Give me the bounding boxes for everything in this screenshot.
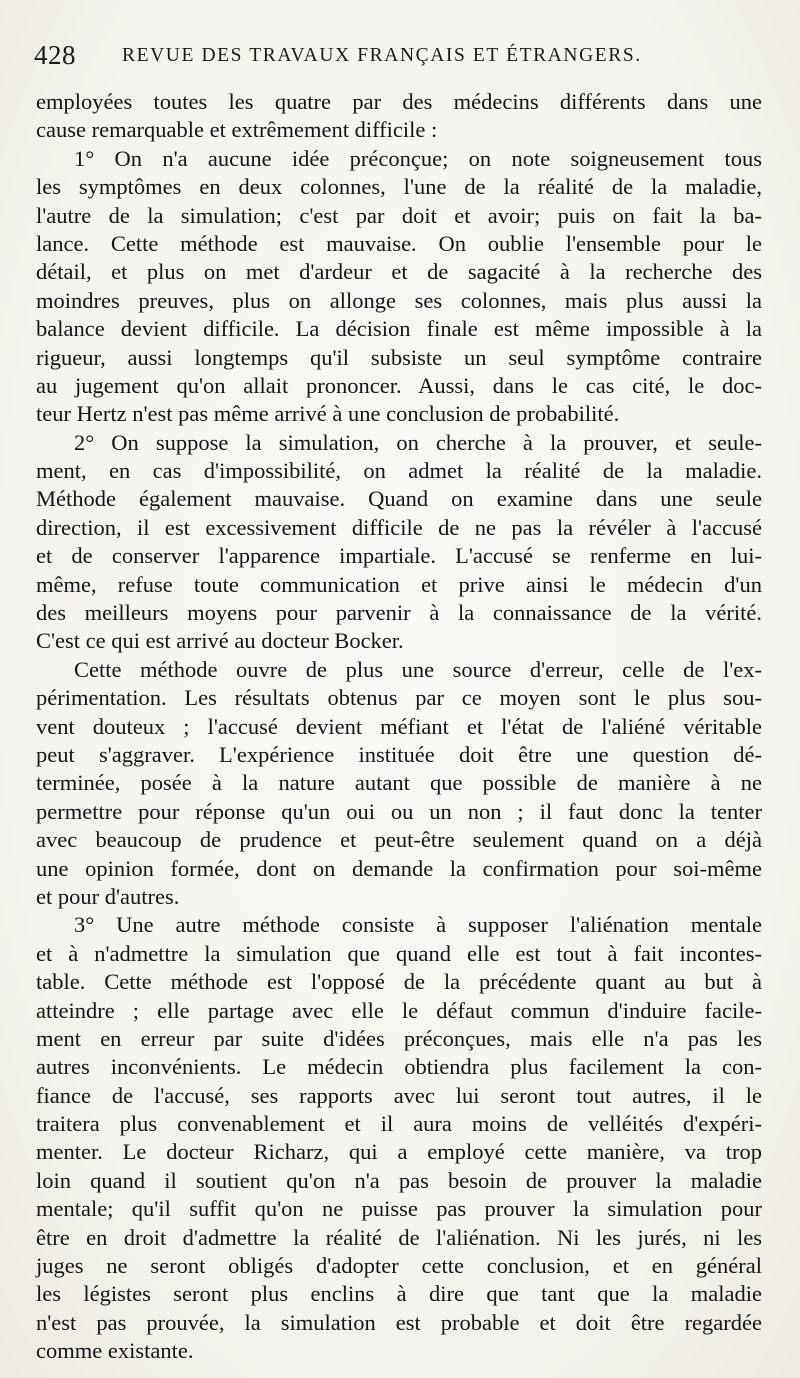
text-line: ment en erreur par suite d'idées préconçues, mais elle n'a pas les bbox=[36, 1025, 762, 1051]
text-line: 1° On n'a aucune idée préconçue; on note soigneusement tous bbox=[74, 145, 762, 171]
text-line: les symptômes en deux colonnes, l'une de la réalité de la maladie, bbox=[36, 174, 762, 200]
text-line: au jugement qu'on allait prononcer. Aussi, dans le cas cité, le doc- bbox=[36, 372, 762, 398]
text-line: lance. Cette méthode est mauvaise. On oublie l'ensemble pour le bbox=[36, 230, 762, 256]
running-head: REVUE DES TRAVAUX FRANÇAIS ET ÉTRANGERS. bbox=[122, 45, 642, 66]
text-line: fiance de l'accusé, ses rapports avec lui seront tout autres, il le bbox=[36, 1082, 762, 1108]
text-line: Cette méthode ouvre de plus une source d'erreur, celle de l'ex- bbox=[74, 656, 762, 682]
text-line: atteindre ; elle partage avec elle le défaut commun d'induire facile- bbox=[36, 997, 762, 1023]
text-line: et de conserver l'apparence impartiale. L'accusé se renferme en lui- bbox=[36, 543, 762, 569]
text-line: comme existante. bbox=[36, 1338, 194, 1364]
text-line: teur Hertz n'est pas même arrivé à une conclusion de probabilité. bbox=[36, 401, 620, 427]
text-line: juges ne seront obligés d'adopter cette conclusion, et en général bbox=[36, 1253, 762, 1279]
text-line: l'autre de la simulation; c'est par doit et avoir; puis on fait la ba- bbox=[36, 202, 762, 228]
text-line: autres inconvénients. Le médecin obtiendra plus facilement la con- bbox=[36, 1054, 762, 1080]
text-line: des meilleurs moyens pour parvenir à la connaissance de la vérité. bbox=[36, 600, 762, 626]
text-line: terminée, posée à la nature autant que possible de manière à ne bbox=[36, 770, 762, 796]
text-line: table. Cette méthode est l'opposé de la précédente quant au but à bbox=[36, 969, 762, 995]
text-line: peut s'aggraver. L'expérience instituée doit être une question dé- bbox=[36, 741, 762, 767]
text-line: 3° Une autre méthode consiste à supposer l'aliénation mentale bbox=[74, 912, 762, 938]
text-line: menter. Le docteur Richarz, qui a employé cette manière, va trop bbox=[36, 1139, 762, 1165]
text-line: n'est pas prouvée, la simulation est probable et doit être regardée bbox=[36, 1309, 762, 1335]
text-line: traitera plus convenablement et il aura moins de velléités d'expéri- bbox=[36, 1111, 762, 1137]
body-text bbox=[36, 88, 762, 1366]
page-header bbox=[34, 36, 774, 80]
text-line: être en droit d'admettre la réalité de l'aliénation. Ni les jurés, ni les bbox=[36, 1224, 762, 1250]
text-line: une opinion formée, dont on demande la confirmation pour soi-même bbox=[36, 855, 762, 881]
text-line: et à n'admettre la simulation que quand elle est tout à fait incontes- bbox=[36, 940, 762, 966]
text-line: C'est ce qui est arrivé au docteur Bocker. bbox=[36, 628, 404, 654]
text-line: vent douteux ; l'accusé devient méfiant et l'état de l'aliéné véritable bbox=[36, 713, 762, 739]
text-line: même, refuse toute communication et prive ainsi le médecin d'un bbox=[36, 571, 762, 597]
text-line: et pour d'autres. bbox=[36, 883, 180, 909]
page-number: 428 bbox=[34, 40, 76, 70]
text-line: permettre pour réponse qu'un oui ou un non ; il faut donc la tenter bbox=[36, 798, 762, 824]
text-line: rigueur, aussi longtemps qu'il subsiste un seul symptôme contraire bbox=[36, 344, 762, 370]
text-line: détail, et plus on met d'ardeur et de sagacité à la recherche des bbox=[36, 259, 762, 285]
text-line: direction, il est excessivement difficile de ne pas la révéler à l'accusé bbox=[36, 514, 762, 540]
text-line: moindres preuves, plus on allonge ses colonnes, mais plus aussi la bbox=[36, 287, 762, 313]
text-line: ment, en cas d'impossibilité, on admet la réalité de la maladie. bbox=[36, 458, 762, 484]
text-line: balance devient difficile. La décision finale est même impossible à la bbox=[36, 316, 762, 342]
text-line: cause remarquable et extrêmement difficile : bbox=[36, 117, 438, 143]
text-line: loin quand il soutient qu'on n'a pas besoin de prouver la maladie bbox=[36, 1167, 762, 1193]
text-line: avec beaucoup de prudence et peut-être seulement quand on a déjà bbox=[36, 827, 762, 853]
text-line: 2° On suppose la simulation, on cherche à la prouver, et seule- bbox=[74, 429, 762, 455]
text-line: les légistes seront plus enclins à dire que tant que la maladie bbox=[36, 1281, 762, 1307]
text-line: employées toutes les quatre par des médecins différents dans une bbox=[36, 89, 762, 114]
text-line: Méthode également mauvaise. Quand on examine dans une seule bbox=[36, 486, 762, 512]
text-line: périmentation. Les résultats obtenus par ce moyen sont le plus sou- bbox=[36, 685, 762, 711]
text-line: mentale; qu'il suffit qu'on ne puisse pas prouver la simulation pour bbox=[36, 1196, 762, 1222]
